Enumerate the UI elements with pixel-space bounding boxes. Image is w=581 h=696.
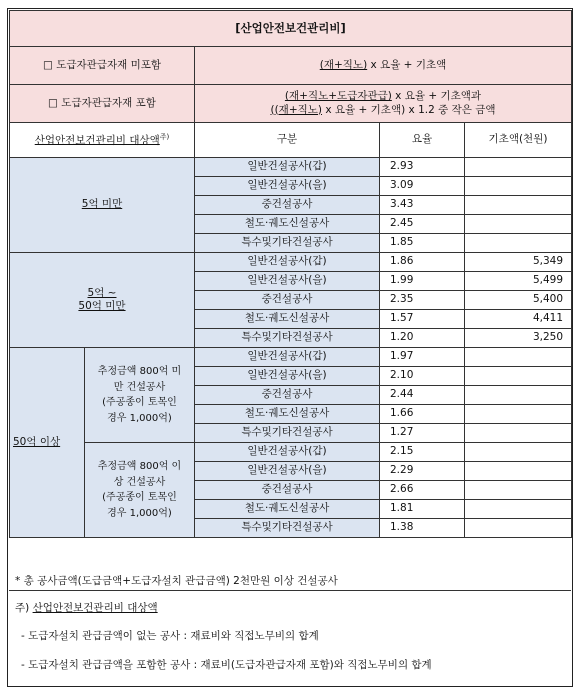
- construction-type: 철도·궤도신설공사: [195, 310, 380, 329]
- rate-value: 1.86: [380, 253, 465, 272]
- rate-value: 2.66: [380, 481, 465, 500]
- subgroup-label: 추정금액 800억 미 만 건설공사 (주공종이 토목인 경우 1,000억): [85, 348, 195, 443]
- base-amount: 4,411: [465, 310, 572, 329]
- construction-type: 일반건설공사(을): [195, 367, 380, 386]
- base-amount: [465, 158, 572, 177]
- rate-value: 1.85: [380, 234, 465, 253]
- construction-type: 일반건설공사(을): [195, 462, 380, 481]
- base-amount: [465, 215, 572, 234]
- rate-value: 1.38: [380, 519, 465, 538]
- construction-type: 특수및기타건설공사: [195, 424, 380, 443]
- base-amount: [465, 519, 572, 538]
- rate-value: 3.09: [380, 177, 465, 196]
- base-amount: 5,400: [465, 291, 572, 310]
- note-target-heading: 주) 산업안전보건관리비 대상액: [15, 602, 158, 614]
- note-item: - 도급자설치 관급금액을 포함한 공사 : 재료비(도급자관급자재 포함)와 직접노무비의 합계: [21, 659, 432, 671]
- header-rate: 요율: [380, 123, 465, 158]
- table-row: [10, 348, 572, 367]
- construction-type: 일반건설공사(갑): [195, 348, 380, 367]
- subgroup-label: 추정금액 800억 이 상 건설공사 (주공종이 토목인 경우 1,000억): [85, 443, 195, 538]
- construction-type: 철도·궤도신설공사: [195, 500, 380, 519]
- safety-cost-table: [9, 10, 572, 538]
- base-amount: [465, 481, 572, 500]
- table-row: [10, 443, 572, 462]
- rate-value: 3.43: [380, 196, 465, 215]
- table-row: [10, 253, 572, 272]
- base-amount: [465, 462, 572, 481]
- rate-value: 1.99: [380, 272, 465, 291]
- construction-type: 철도·궤도신설공사: [195, 215, 380, 234]
- note-divider: [9, 590, 571, 591]
- base-amount: [465, 386, 572, 405]
- construction-type: 일반건설공사(갑): [195, 443, 380, 462]
- base-amount: [465, 196, 572, 215]
- base-amount: [465, 443, 572, 462]
- construction-type: 중건설공사: [195, 386, 380, 405]
- formula-label: □ 도급자관급자재 포함: [10, 85, 195, 123]
- rate-value: 2.35: [380, 291, 465, 310]
- header-target: 산업안전보건관리비 대상액$^{주)}$: [10, 123, 195, 158]
- rate-value: 1.27: [380, 424, 465, 443]
- construction-type: 특수및기타건설공사: [195, 519, 380, 538]
- formula-label: □ 도급자관급자재 미포함: [10, 47, 195, 85]
- rate-value: 1.66: [380, 405, 465, 424]
- base-amount: [465, 500, 572, 519]
- formula-row: [10, 47, 572, 85]
- construction-type: 일반건설공사(갑): [195, 158, 380, 177]
- formula-expression: (재+직노+도급자관급) x 요율 + 기초액과 ((재+직노) x 요율 + 기초액) x 1.2 중 작은 금액: [195, 85, 572, 123]
- rate-value: 1.20: [380, 329, 465, 348]
- base-amount: [465, 424, 572, 443]
- header-base: 기초액(천원): [465, 123, 572, 158]
- header-category: 구분: [195, 123, 380, 158]
- note-item: - 도급자설치 관급금액이 없는 공사 : 재료비와 직접노무비의 합계: [21, 630, 319, 642]
- base-amount: [465, 234, 572, 253]
- group-label: 5억 ~ 50억 미만: [10, 253, 195, 348]
- base-amount: 5,499: [465, 272, 572, 291]
- group-label: 5억 미만: [10, 158, 195, 253]
- rate-value: 1.81: [380, 500, 465, 519]
- rate-value: 1.57: [380, 310, 465, 329]
- construction-type: 일반건설공사(을): [195, 177, 380, 196]
- rate-value: 2.15: [380, 443, 465, 462]
- note-star: * 총 공사금액(도급금액+도급자설치 관급금액) 2천만원 이상 건설공사: [15, 575, 338, 587]
- rate-value: 2.10: [380, 367, 465, 386]
- construction-type: 일반건설공사(을): [195, 272, 380, 291]
- construction-type: 특수및기타건설공사: [195, 329, 380, 348]
- construction-type: 철도·궤도신설공사: [195, 405, 380, 424]
- rate-value: 2.45: [380, 215, 465, 234]
- construction-type: 중건설공사: [195, 291, 380, 310]
- base-amount: [465, 348, 572, 367]
- table-row: [10, 158, 572, 177]
- header-row: [10, 123, 572, 158]
- rate-value: 2.44: [380, 386, 465, 405]
- formula-expression: (재+직노) x 요율 + 기초액: [195, 47, 572, 85]
- group-label: 50억 이상: [10, 348, 85, 538]
- base-amount: 5,349: [465, 253, 572, 272]
- construction-type: 중건설공사: [195, 196, 380, 215]
- base-amount: [465, 177, 572, 196]
- rate-value: 2.29: [380, 462, 465, 481]
- base-amount: [465, 367, 572, 386]
- base-amount: [465, 405, 572, 424]
- construction-type: 중건설공사: [195, 481, 380, 500]
- construction-type: 일반건설공사(갑): [195, 253, 380, 272]
- table-title: [산업안전보건관리비]: [10, 11, 572, 47]
- rate-value: 2.93: [380, 158, 465, 177]
- rate-value: 1.97: [380, 348, 465, 367]
- construction-type: 특수및기타건설공사: [195, 234, 380, 253]
- base-amount: 3,250: [465, 329, 572, 348]
- formula-row: [10, 85, 572, 123]
